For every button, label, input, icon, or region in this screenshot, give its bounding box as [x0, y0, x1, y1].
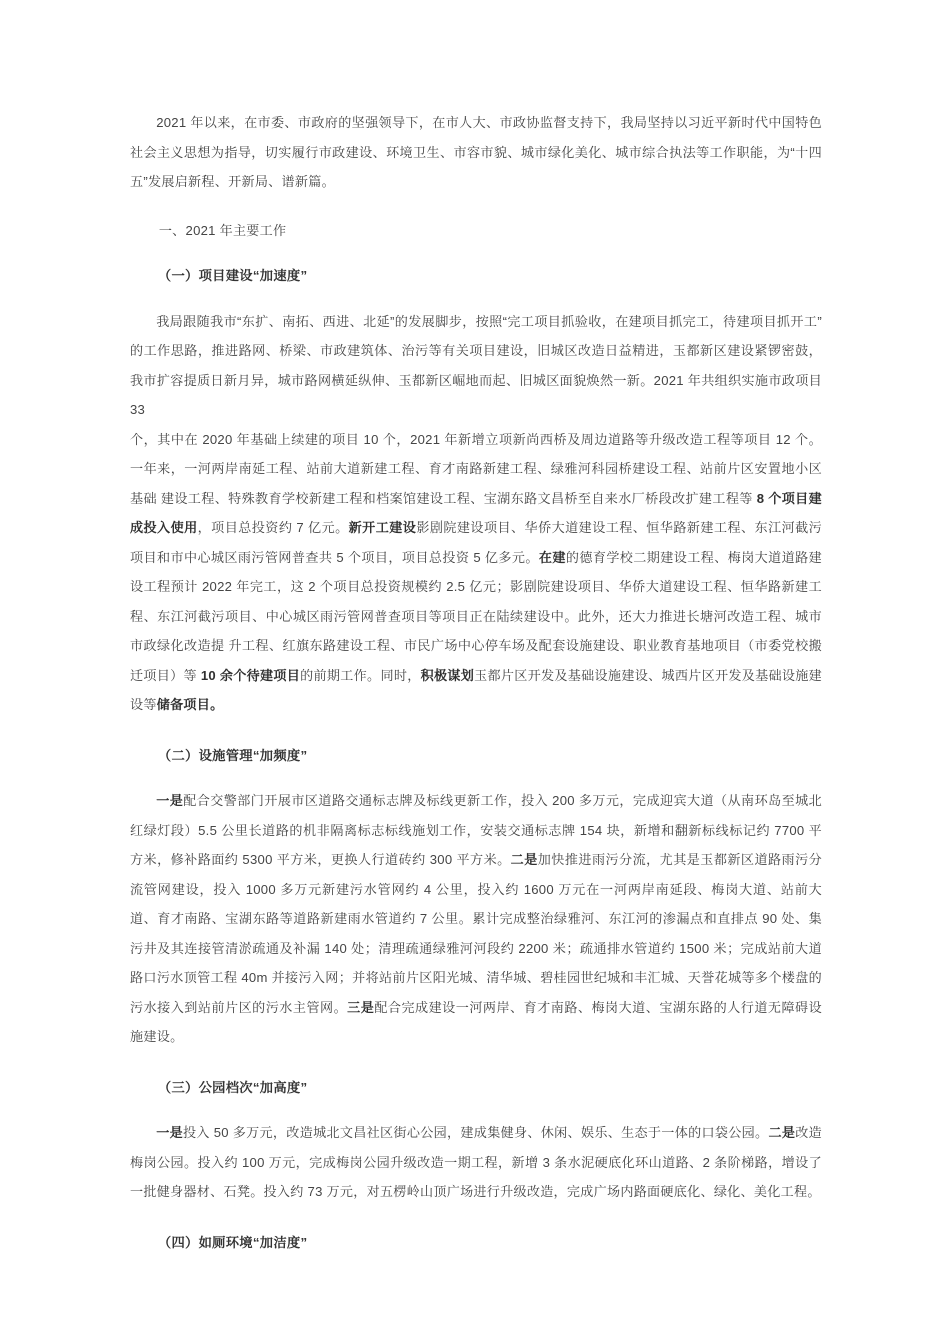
spacer — [130, 1207, 822, 1228]
subsection-3-paragraph — [130, 1118, 822, 1207]
emphasis-text: 新开工建设 — [348, 520, 417, 535]
body-text: 的前期工作。同时， — [300, 667, 421, 683]
emphasis-text: 一是 — [156, 793, 184, 808]
subsection-2-paragraph — [130, 786, 822, 1052]
spacer — [130, 1052, 822, 1073]
body-text: 改造梅岗公园。投入约 100 万元，完成梅岗公园升级改造一期工程，新增 3 条水泥硬底化环山道路、2 条阶梯路，增设了一批健身器材、石凳。投入约 73 万元，对五楞岭山顶广场进行升级改造，完成广场内路面硬底化、绿化、美化工程。 — [130, 1125, 822, 1199]
subsection-heading-4: （四）如厕环境“加洁度” — [157, 1234, 308, 1250]
subsection-1-paragraph — [130, 307, 822, 720]
emphasis-text: 储备项目。 — [156, 697, 224, 712]
body-text: 我局跟随我市“东扩、南拓、西进、北延”的发展脚步，按照“完工项目抓验收，在建项目抓完工，待建项目抓开工”的工作思路，推进路网、桥梁、市政建筑体、治污等有关项目建设，旧城区改造日益精进，玉都新区建设紧锣密鼓，我市扩容提质日新月异，城市路网横延纵伸、玉都新区崛地而起、旧城区面貌焕然一新。2021 年共组织实施市政项目 33 — [130, 313, 822, 417]
emphasis-text: 在建 — [538, 549, 566, 565]
subsection-heading-2: （二）设施管理“加频度” — [157, 747, 308, 763]
spacer — [130, 245, 822, 261]
body-text: 影剧院建设项目、华侨大道建设工程、恒华路新建工程、东江河截污项目和市中心城区雨污管网普查共 5 个项目，项目总投资 5 亿多元。 — [130, 520, 823, 565]
emphasis-text: 二是 — [768, 1125, 796, 1140]
emphasis-text: 一是 — [156, 1125, 183, 1140]
body-text: 配合完成建设一河两岸、育才南路、梅岗大道、宝湖东路的人行道无障碍设施建设。 — [130, 999, 822, 1044]
body-text: 配合交警部门开展市区道路交通标志牌及标线更新工作，投入 200 多万元，完成迎宾大道（从南环岛至城北红绿灯段）5.5 公里长道路的机非隔离标志标线施划工作，安装交通标志牌 154 块，新增和翻新标线标记约 7700 平方米，修补路面约 5300 平方米，更换人行道砖约 300 平方米。 — [130, 793, 822, 867]
section-heading-main: 一、2021 年主要工作 — [158, 222, 287, 238]
spacer — [130, 720, 822, 741]
emphasis-text: 二是 — [510, 852, 538, 867]
spacer — [130, 291, 822, 307]
spacer — [130, 197, 822, 216]
body-text: 玉都片区开发及基础设施建设、城西片区开发及基础设施建设等 — [130, 667, 823, 712]
body-text: 加快推进雨污分流，尤其是玉都新区道路雨污分流管网建设，投入 1000 多万元新建污水管网约 4 公里，投入约 1600 万元在一河两岸南延段、梅岗大道、站前大道、育才南路、宝湖东路等道路新建雨水管道约 7 公里。累计完成整治绿雅河、东江河的渗漏点和直排点 90 处、集污井及其连接管清淤疏通及补漏 140 处；清理疏通绿雅河河段约 2200 米；疏通排水管道约 1500 米；完成站前大道路口污水顶管工程 40m 并接污入网；并将站前片区阳光城、清华城、碧桂园世纪城和丰汇城、天誉花城等多个楼盘的污水接入到站前片区的污水主管网。 — [130, 852, 822, 1015]
intro-paragraph — [130, 108, 822, 197]
subsection-heading-1: （一）项目建设“加速度” — [157, 268, 308, 283]
spacer — [130, 770, 822, 786]
emphasis-text: 三是 — [347, 999, 375, 1015]
document-body — [130, 108, 822, 1257]
emphasis-text: 10 余个待建项目 — [200, 667, 301, 683]
emphasis-text: 8 个项目建成投入使用 — [130, 490, 822, 535]
body-text: 2021 年以来，在市委、市政府的坚强领导下，在市人大、市政协监督支持下，我局坚持以习近平新时代中国特色社会主义思想为指导，切实履行市政建设、环境卫生、市容市貌、城市绿化美化、城市综合执法等工作职能，为“十四五”发展启新程、开新局、谱新篇。 — [130, 115, 822, 189]
spacer — [130, 1102, 822, 1118]
subsection-heading-3: （三）公园档次“加高度” — [157, 1079, 308, 1095]
body-text: ，项目总投资约 7 亿元。 — [197, 520, 349, 535]
body-text: 的德育学校二期建设工程、梅岗大道道路建设工程预计 2022 年完工，这 2 个项目总投资规模约 2.5 亿元；影剧院建设项目、华侨大道建设工程、恒华路新建工程、东江河截污项目、中心城区雨污管网普查项目等项目正在陆续建设中。此外，还大力推进长塘河改造工程、城市市政绿化改造提 升工程、红旗东路建设工程、市民广场中心停车场及配套设施建设、职业教育基地项目（市委党校搬迁项目）等 — [130, 549, 822, 683]
emphasis-text: 积极谋划 — [420, 667, 475, 683]
body-text: 个，其中在 2020 年基础上续建的项目 10 个，2021 年新增立项新尚西桥及周边道路等升级改造工程等项目 12 个。一年来，一河两岸南延工程、站前大道新建工程、育才南路新建工程、绿雅河科园桥建设工程、站前片区安置地小区基础 建设工程、特殊教育学校新建工程和档案馆建设工程、宝湖东路文昌桥至自来水厂桥段改扩建工程等 — [130, 431, 822, 506]
body-text: 投入 50 多万元，改造城北文昌社区街心公园，建成集健身、休闲、娱乐、生态于一体的口袋公园。 — [182, 1125, 769, 1140]
